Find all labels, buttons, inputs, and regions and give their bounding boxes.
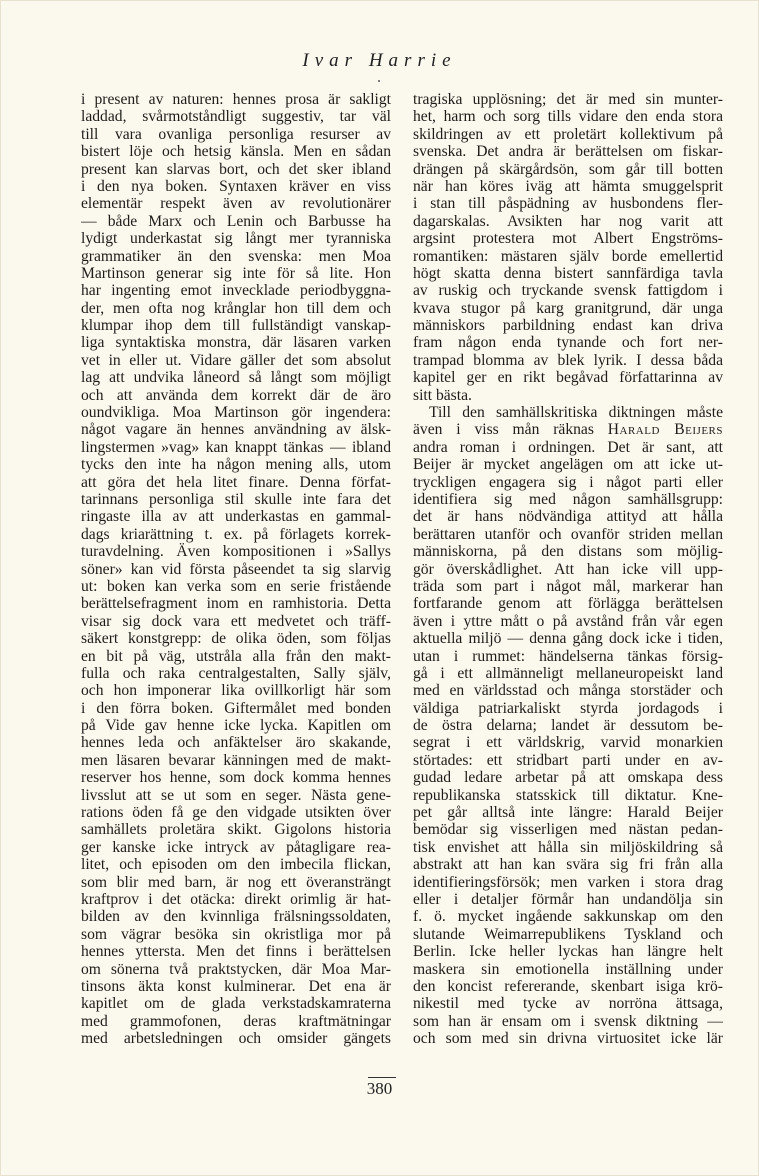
text-line: fram någon enda tynande och fort ner- (413, 334, 723, 352)
text-line: aktuella miljö — denna gång dock icke i tiden, (413, 630, 723, 648)
text-line: söner» kan vid första påseendet ta sig slarvig (81, 560, 391, 578)
text-line: abstrakt att han kan svära sig fri från alla (413, 856, 723, 874)
text-line: bilden av den kvinnliga frälsningssoldaten, (81, 908, 391, 926)
text-line: säkert konstgrepp: de olika öden, som följas (81, 630, 391, 648)
text-line: det är hans nödvändiga attityd att hålla (413, 508, 723, 526)
text-line: der, men ofta nog krånglar hon till dem och (81, 299, 391, 317)
text-line: människors parbildning endast kan driva (413, 317, 723, 335)
text-line: även i yttre mått o på avstånd från vår egen (413, 612, 723, 630)
text-column-left (81, 91, 391, 1047)
ornament-dot (378, 80, 380, 82)
text-line: livsslut att se ut som en seger. Nästa gene- (81, 786, 391, 804)
text-line: romantiken: mästaren själv borde emellertid (413, 247, 723, 265)
line-text: även i viss mån räknas (413, 421, 608, 439)
text-line: med arbetsledningen och omsider gängets (81, 1030, 391, 1048)
text-line: kraftprov i det otäcka: direkt orimlig är hat- (81, 890, 391, 908)
text-line: drängen på skärgårdsön, som går till botten (413, 160, 723, 178)
text-line: litet, och episoden om den imbecila flickan, (81, 856, 391, 874)
text-line: gör överskådlighet. Att han icke vill upp- (413, 560, 723, 578)
text-line: att göra det hela litet finare. Denna förfat- (81, 473, 391, 491)
text-line: ringaste illa av att underkastas en gammal- (81, 508, 391, 526)
text-line: i den nya boken. Syntaxen kräver en viss (81, 177, 391, 195)
text-line: skildringen av ett proletärt kollektivum på (413, 125, 723, 143)
text-line: andra roman i ordningen. Det är sant, att (413, 438, 723, 456)
text-line: kapitlet om de glada verkstadskamraterna (81, 995, 391, 1013)
text-line: tisk envishet att hålla sin miljöskildring så (413, 838, 723, 856)
text-line: väldiga patriarkaliskt styrda jordagods i (413, 699, 723, 717)
text-line: — både Marx och Lenin och Barbusse ha (81, 212, 391, 230)
text-line: träda som part i något mål, markerar han (413, 577, 723, 595)
text-line: högt skatta denna bistert sannfärdiga tavla (413, 264, 723, 282)
text-line: bemödar sig visserligen med nästan pedan- (413, 821, 723, 839)
text-line: ger kanske icke intryck av påtagligare rea- (81, 838, 391, 856)
text-line: en bit på väg, utstråla alla från den makt- (81, 647, 391, 665)
text-line: lydigt underkastat sig långt mer tyranniska (81, 230, 391, 248)
running-head-author: Ivar Harrie (302, 50, 457, 71)
text-line: till vara ovanliga personliga resurser av (81, 125, 391, 143)
text-line: människorna, på den distans som möjlig- (413, 543, 723, 561)
text-line: slutande Weimarrepublikens Tyskland och (413, 925, 723, 943)
text-line: Beijer är mycket angelägen om att icke ut- (413, 456, 723, 474)
text-line: fulla och raka centralgestalten, Sally själv, (81, 664, 391, 682)
text-line: elementär respekt även av revolutionärer (81, 195, 391, 213)
text-line: rations öden få ge den vidgade utsikten över (81, 804, 391, 822)
text-line: visar sig dock vara ett medvetet och träff- (81, 612, 391, 630)
text-line: när han köres iväg att hämta smuggelsprit (413, 177, 723, 195)
text-line: Till den samhällskritiska diktningen måste (429, 404, 723, 422)
text-line: laddad, svårmotståndligt suggestiv, tar väl (81, 108, 391, 126)
page-number: 380 (366, 1079, 393, 1098)
author-name-smallcaps: Harald Beijers (607, 421, 723, 439)
text-line (413, 421, 723, 438)
text-line: grammatiker än den svenska: men Moa (81, 247, 391, 265)
text-line: argsint protestera mot Albert Engströms- (413, 230, 723, 248)
text-line: gudad ledare arbetar på att omskapa dess (413, 769, 723, 787)
text-line: störtades: ett stridbart parti under en av- (413, 751, 723, 769)
text-line: berättelsefragment inom en ramhistoria. Detta (81, 595, 391, 613)
text-line: svenska. Det andra är berättelsen om fiskar- (413, 143, 723, 161)
text-line: reserver hos henne, som dock komma hennes (81, 769, 391, 787)
text-line: utan i rummet: händelserna tänkas försig- (413, 647, 723, 665)
text-line: något vagare än hennes användning av älsk- (81, 421, 391, 439)
text-line: dagarskalas. Avsikten har nog varit att (413, 212, 723, 230)
text-line: den koncist refererande, skenbart isiga krö- (413, 977, 723, 995)
text-line: gå i ett allmänneligt mellaneuropeiskt land (413, 664, 723, 682)
text-line: som han är ensam om i svensk diktning — (413, 1012, 723, 1030)
text-line: av ruskig och tryckande svensk fattigdom i (413, 282, 723, 300)
text-line: klumpar ihop dem till fullständigt vanskap- (81, 317, 391, 335)
text-line: tryckligen engagera sig i något parti eller (413, 473, 723, 491)
text-line: lag att undvika låneord så långt som möjligt (81, 369, 391, 387)
text-line: samhällets proletära skikt. Gigolons historia (81, 821, 391, 839)
text-line: pet går alltså inte längre: Harald Beijer (413, 804, 723, 822)
text-line: hennes leda och anfäktelser äro skakande, (81, 734, 391, 752)
text-line: nikestil med tycke av norröna ättsaga, (413, 995, 723, 1013)
text-line: bistert löje och hetsig känsla. Men en sådan (81, 143, 391, 161)
text-line: har ingenting emot invecklade periodbyggna- (81, 282, 391, 300)
text-line: Berlin. Icke heller lyckas han längre helt (413, 943, 723, 961)
text-line: republikanska statsskick till diktatur. Kne- (413, 786, 723, 804)
text-line: och att använda dem korrekt där de äro (81, 386, 391, 404)
text-line: men läsaren bevarar känningen med de makt- (81, 751, 391, 769)
text-line: i present av naturen: hennes prosa är sakligt (81, 91, 391, 108)
text-line: hennes yttersta. Men det finns i berättelsen (81, 943, 391, 961)
text-line: segrat i ett världskrig, varvid monarkien (413, 734, 723, 752)
text-line: som vägrar besöka sin okristliga mor på (81, 925, 391, 943)
text-line: tinsons äkta konst kulminerar. Det ena är (81, 977, 391, 995)
text-line: eller i detaljer förmår han undandölja sin (413, 890, 723, 908)
text-line: med en världsstad och många storstäder och (413, 682, 723, 700)
text-line: tycks den inte ha någon mening alls, utom (81, 456, 391, 474)
text-line: trampad blomma av blek lyrik. I dessa båda (413, 351, 723, 369)
text-line: berättaren utanför och ovanför striden mellan (413, 525, 723, 543)
text-line: i stan till påspädning av husbondens fler- (413, 195, 723, 213)
text-column-right (413, 91, 723, 1047)
text-line: identifieringsförsök; men varken i stora drag (413, 873, 723, 891)
text-line: i den förra boken. Giftermålet med bonden (81, 699, 391, 717)
text-line: lingstermen »vag» kan knappt tänkas — ibland (81, 438, 391, 456)
text-line: liga syntaktiska monstra, där läsaren varken (81, 334, 391, 352)
text-line: vet in eller ut. Vidare gäller det som absolut (81, 351, 391, 369)
text-line: tragiska upplösning; det är med sin munter- (413, 91, 723, 108)
text-line: och som med sin drivna virtuositet icke lär (413, 1030, 723, 1048)
text-line: sitt bästa. (413, 386, 472, 404)
text-line: de östra delarna; landet är dessutom be- (413, 717, 723, 735)
text-line: dags kriarättning t. ex. på förlagets korrek- (81, 525, 391, 543)
text-line: het, harm och sorg tills vidare den enda stora (413, 108, 723, 126)
text-line: tarinnans personliga stil skulle inte fara det (81, 490, 391, 508)
text-line: oundvikliga. Moa Martinson gör ingendera: (81, 404, 391, 422)
text-line: present kan slarvas bort, och det sker ibland (81, 160, 391, 178)
text-line: f. ö. mycket ingående sakkunskap om den (413, 908, 723, 926)
text-line: ut: boken kan verka som en serie fristående (81, 577, 391, 595)
text-line: och hon imponerar lika ovillkorligt här som (81, 682, 391, 700)
text-line: Martinson generar sig inte för så lite. Hon (81, 264, 391, 282)
folio-rule (368, 1077, 396, 1078)
text-line: om sönerna två praktstycken, där Moa Mar- (81, 960, 391, 978)
text-line: identifiera sig med någon samhällsgrupp: (413, 490, 723, 508)
text-line: maskera sin emotionella inställning under (413, 960, 723, 978)
text-line: fortfarande genom att förlägga berättelsen (413, 595, 723, 613)
text-line: kvava stugor på karg granitgrund, där unga (413, 299, 723, 317)
text-line: kapitel ger en rikt begåvad författarinna av (413, 369, 723, 387)
text-line: på Vide gav henne icke lycka. Kapitlen om (81, 717, 391, 735)
text-line: som blir med barn, är nog ett överansträngt (81, 873, 391, 891)
text-line: turavdelning. Även kompositionen i »Sallys (81, 543, 391, 561)
text-line: med grammofonen, deras kraftmätningar (81, 1012, 391, 1030)
